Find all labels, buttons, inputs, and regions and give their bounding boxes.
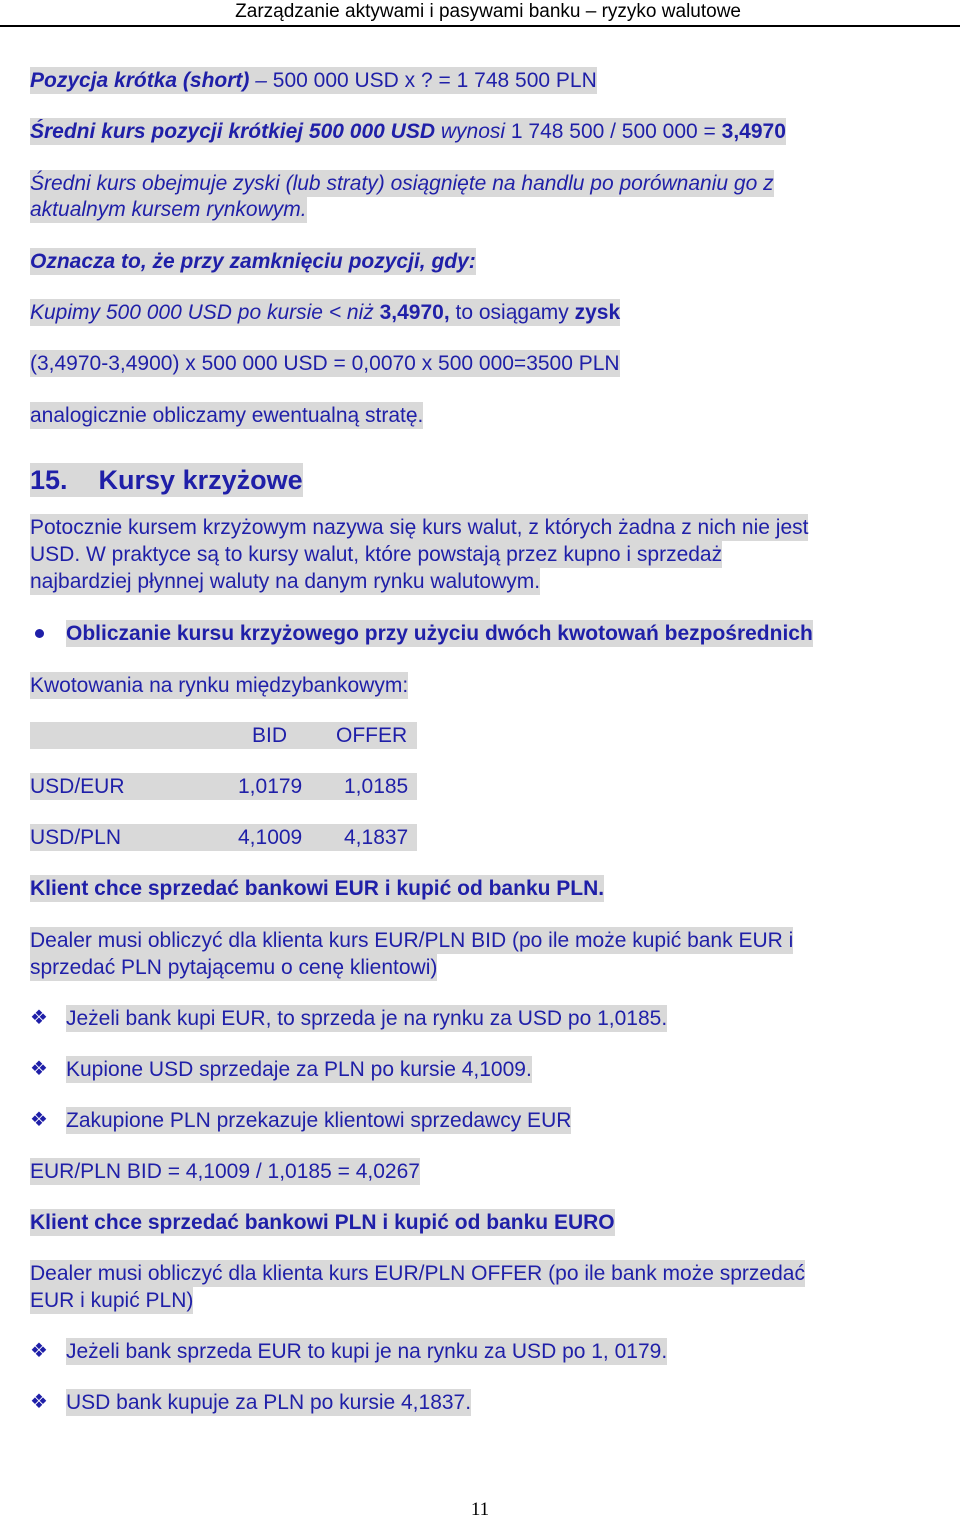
section-number: 15. bbox=[30, 465, 68, 495]
case2-title: Klient chce sprzedać bankowi PLN i kupić od banku EURO bbox=[30, 1211, 615, 1234]
short-position-line: Pozycja krótka (short) – 500 000 USD x ? = 1 748 500 PLN bbox=[30, 69, 597, 92]
avg-rate-note-line2: aktualnym kursem rynkowym. bbox=[30, 198, 307, 221]
case2-desc-line1: Dealer musi obliczyć dla klienta kurs EUR/PLN OFFER (po ile bank może sprzedać bbox=[30, 1262, 805, 1285]
loss-note-line: analogicznie obliczamy ewentualną stratę. bbox=[30, 404, 424, 427]
case1-desc-line2: sprzedać PLN pytającemu o cenę klientowi) bbox=[30, 956, 438, 979]
case1-step-1: Jeżeli bank kupi EUR, to sprzeda je na rynku za USD po 1,0185. bbox=[66, 1007, 668, 1030]
section-title: Kursy krzyżowe bbox=[98, 465, 303, 495]
buy-usd-line: Kupimy 500 000 USD po kursie < niż 3,4970, to osiągamy zysk bbox=[30, 301, 621, 324]
bid-header: BID bbox=[252, 724, 288, 747]
header-title: Zarządzanie aktywami i pasywami banku – ryzyko walutowe bbox=[235, 1, 741, 22]
case2-step-1: Jeżeli bank sprzeda EUR to kupi je na rynku za USD po 1, 0179. bbox=[66, 1340, 668, 1363]
case1-result: EUR/PLN BID = 4,1009 / 1,0185 = 4,0267 bbox=[30, 1160, 420, 1183]
offer-cell: 1,0185 bbox=[344, 775, 409, 798]
cross-rate-def-line2: USD. W praktyce są to kursy walut, które powstają przez kupno i sprzedaż bbox=[30, 543, 723, 566]
diamond-bullet-icon: ❖ bbox=[30, 1109, 48, 1131]
avg-rate-note-line1: Średni kurs obejmuje zyski (lub straty) osiągnięte na handlu po porównaniu go z bbox=[30, 172, 774, 195]
profit-calc-line: (3,4970-3,4900) x 500 000 USD = 0,0070 x 500 000=3500 PLN bbox=[30, 352, 620, 375]
quotes-header-row bbox=[30, 722, 417, 749]
diamond-bullet-icon: ❖ bbox=[30, 1391, 48, 1413]
interbank-quotes-line: Kwotowania na rynku międzybankowym: bbox=[30, 674, 409, 697]
cross-rate-def-line3: najbardziej płynnej waluty na danym rynku walutowym. bbox=[30, 570, 541, 593]
page-header bbox=[0, 0, 960, 27]
table-row bbox=[30, 773, 417, 800]
offer-cell: 4,1837 bbox=[344, 826, 409, 849]
bullet-cross-rate-calc: Obliczanie kursu krzyżowego przy użyciu dwóch kwotowań bezpośrednich bbox=[66, 622, 813, 645]
meaning-line: Oznacza to, że przy zamknięciu pozycji, gdy: bbox=[30, 250, 476, 273]
case1-title: Klient chce sprzedać bankowi EUR i kupić od banku PLN. bbox=[30, 877, 605, 900]
bid-cell: 4,1009 bbox=[238, 826, 303, 849]
diamond-bullet-icon: ❖ bbox=[30, 1340, 48, 1362]
case1-desc-line1: Dealer musi obliczyć dla klienta kurs EUR/PLN BID (po ile może kupić bank EUR i bbox=[30, 929, 794, 952]
diamond-bullet-icon: ❖ bbox=[30, 1007, 48, 1029]
case1-step-3: Zakupione PLN przekazuje klientowi sprzedawcy EUR bbox=[66, 1109, 572, 1132]
bullet-dot-icon bbox=[35, 629, 44, 638]
cross-rate-def-line1: Potocznie kursem krzyżowym nazywa się kurs walut, z których żadna z nich nie jest bbox=[30, 516, 809, 539]
avg-rate-line: Średni kurs pozycji krótkiej 500 000 USD wynosi 1 748 500 / 500 000 = 3,4970 bbox=[30, 120, 786, 143]
offer-header: OFFER bbox=[336, 724, 408, 747]
section-heading bbox=[30, 463, 303, 497]
pair-cell: USD/EUR bbox=[30, 775, 125, 798]
table-row bbox=[30, 824, 417, 851]
case2-desc-line2: EUR i kupić PLN) bbox=[30, 1289, 194, 1312]
page-number: 11 bbox=[470, 1499, 490, 1520]
bid-cell: 1,0179 bbox=[238, 775, 303, 798]
diamond-bullet-icon: ❖ bbox=[30, 1058, 48, 1080]
pair-cell: USD/PLN bbox=[30, 826, 122, 849]
case1-step-2: Kupione USD sprzedaje za PLN po kursie 4,1009. bbox=[66, 1058, 532, 1081]
case2-step-2: USD bank kupuje za PLN po kursie 4,1837. bbox=[66, 1391, 472, 1414]
